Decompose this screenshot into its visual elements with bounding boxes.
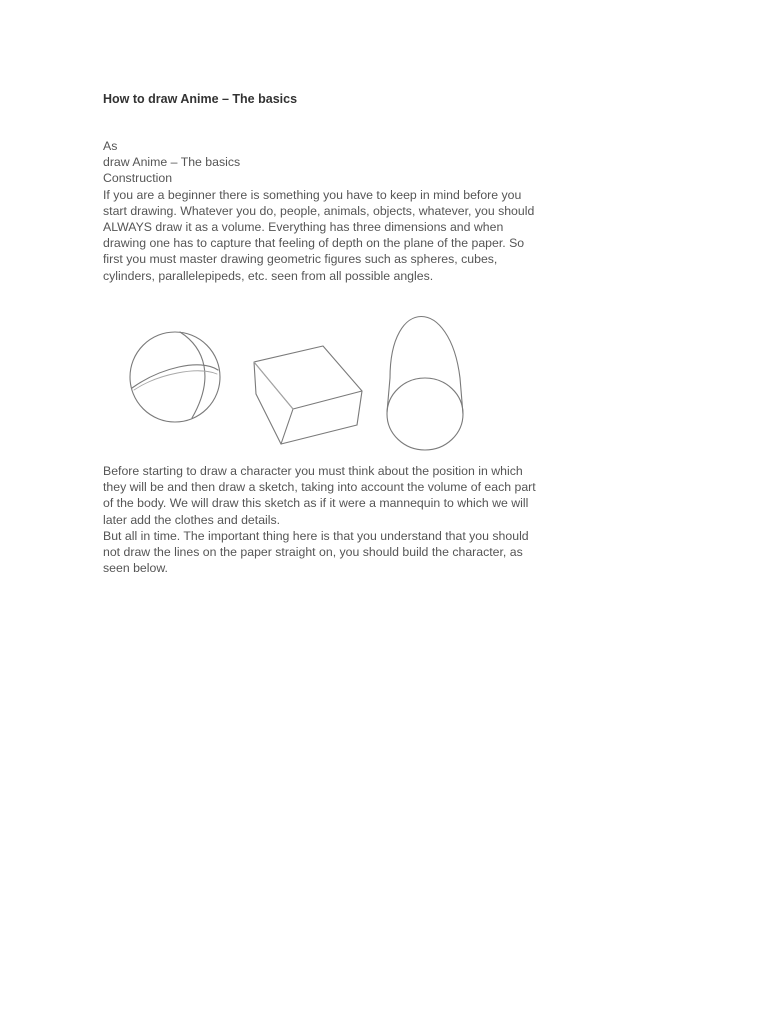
geometric-shapes-illustration — [120, 308, 480, 454]
paragraph-sketch: Before starting to draw a character you must think about the position in which they will be and then draw a sketch, taking into account the volume of each part of the body. We will draw this sketch as if it were a mannequin to which we will later add the clothes and details. — [103, 464, 536, 527]
paragraph-construction: Construction — [103, 171, 173, 186]
cylinder-drawing — [387, 317, 463, 451]
cube-drawing — [254, 346, 362, 444]
document-title: How to draw Anime – The basics — [103, 92, 298, 106]
paragraph-volume: If you are a beginner there is something you have to keep in mind before you start drawing. Whatever you do, people, animals, objects, whatever, you should ALWAYS draw it as a volume. Everything has three dimensions and when drawing one has to capture that feeling of depth on the plane of the paper. So first you must master drawing geometric figures such as spheres, cubes, cylinders, parallelepipeds, etc. seen from all possible angles. — [103, 187, 535, 283]
sphere-drawing — [130, 332, 220, 422]
shapes-svg — [120, 308, 480, 454]
body-text-block — [103, 463, 543, 576]
paragraph-subtitle: draw Anime – The basics — [103, 155, 241, 170]
intro-text-block — [103, 138, 543, 284]
paragraph-build: But all in time. The important thing here is that you understand that you should not draw the lines on the paper straight on, you should build the character, as seen below. — [103, 528, 529, 576]
paragraph-as: As — [103, 139, 118, 153]
